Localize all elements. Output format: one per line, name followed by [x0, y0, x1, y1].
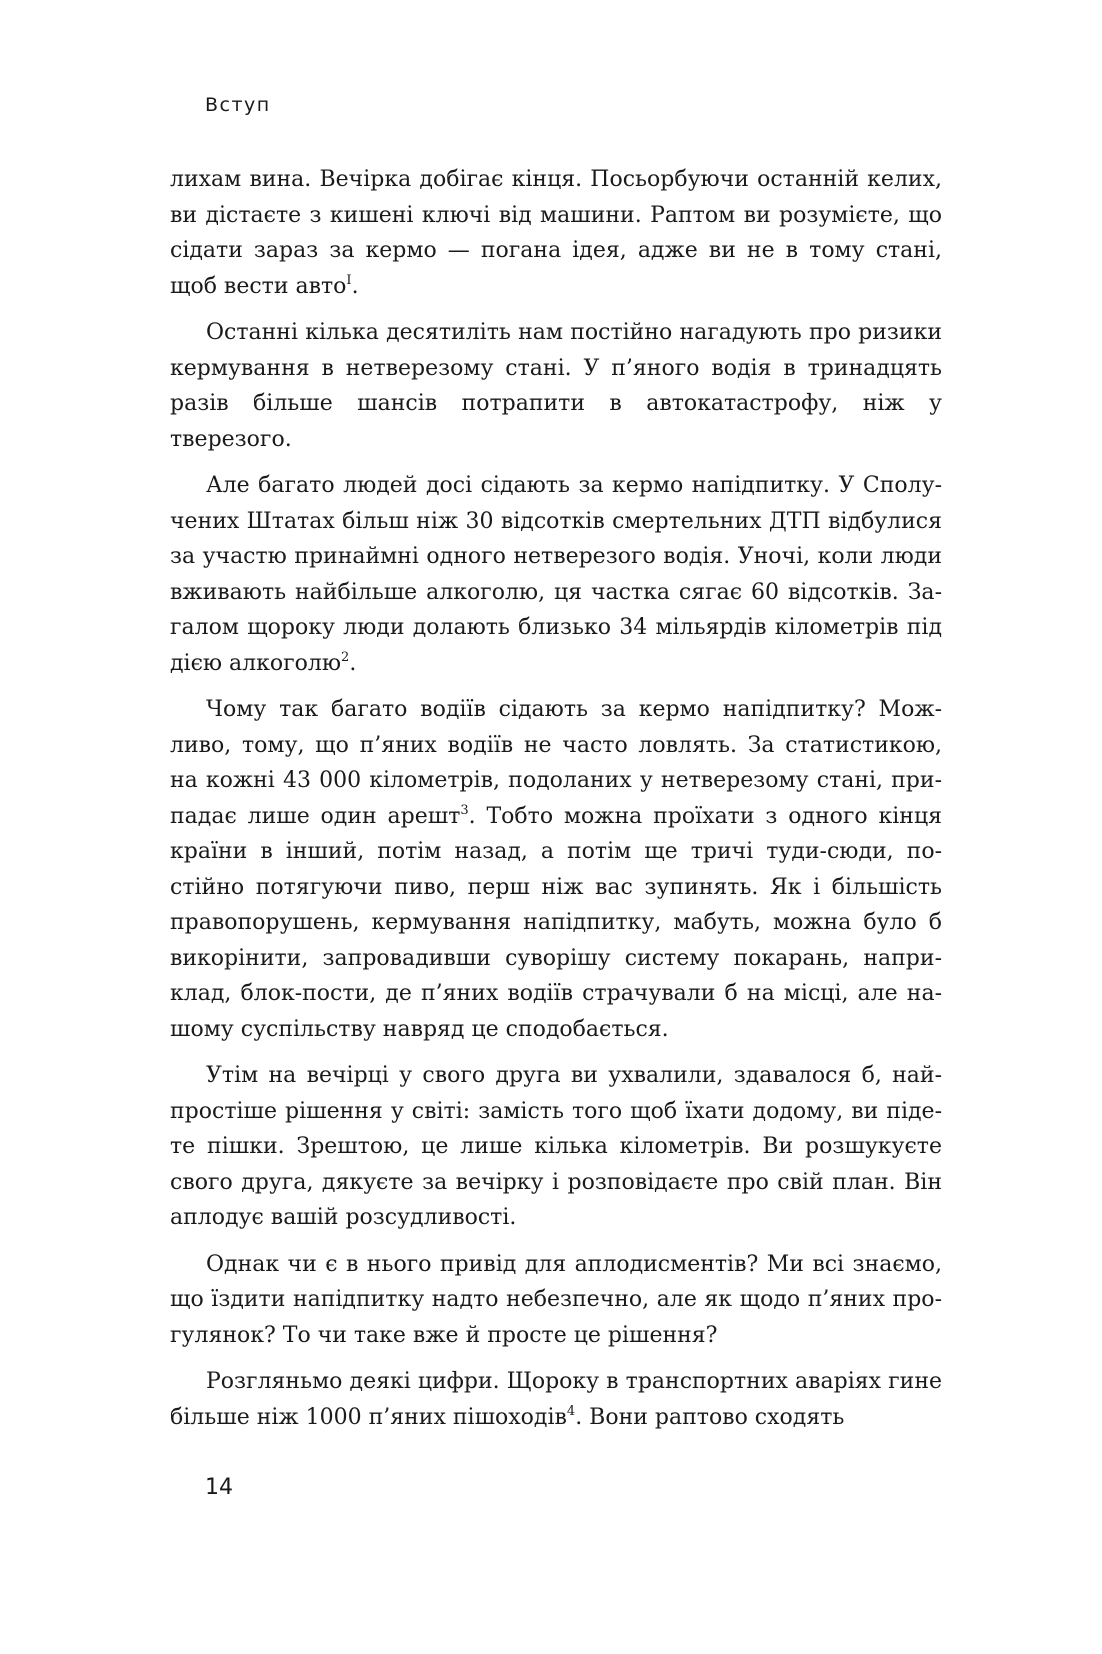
paragraph — [170, 1247, 942, 1354]
page-number: 14 — [205, 1475, 233, 1500]
paragraph — [170, 315, 942, 457]
text-run: . Тобто можна проїхати з одного кінця країни в інший, потім назад, а потім ще тричі туди-сюди, постійно потягуючи пиво, перш ніж вас зупинять. Як і більшість правопорушень, кермування напідпитку, мабуть, можна було б викорінити, запровадивши суворішу систему покарань, наприклад, блок-пости, де п’яних водіїв страчували б на місці, але нашому суспільству навряд це сподобається. — [170, 803, 942, 1042]
text-run: Однак чи є в нього привід для аплодисментів? Ми всі знаємо, що їздити напідпитку надто небезпечно, але як щодо п’яних прогулянок? То чи таке вже й просте це рішення? — [170, 1251, 942, 1348]
running-head: Вступ — [205, 94, 271, 116]
text-run: . Вони раптово сходять — [575, 1404, 845, 1430]
text-run: Розгляньмо деякі цифри. Щороку в транспортних аваріях гине більше ніж 1000 п’яних пішоходів — [170, 1369, 942, 1430]
text-run: . — [351, 273, 359, 299]
text-run: лихам вина. Вечірка добігає кінця. Посьорбуючи останній келих, ви дістаєте з кишені ключі від машини. Раптом ви розумієте, що сідати зараз за кермо — погана ідея, адже ви не в тому стані, щоб вести авто — [170, 167, 942, 299]
text-run: Останні кілька десятиліть нам постійно нагадують про ризики кермування в нетверезому стані. У п’яного водія в тринадцять разів більше шансів потрапити в автокатастрофу, ніж у тверезого. — [170, 320, 942, 452]
footnote-marker: 3 — [460, 802, 469, 818]
text-run: Утім на вечірці у свого друга ви ухвалили, здавалося б, найпростіше рішення у світі: замість того щоб їхати додому, ви підете пішки. Зрештою, це лише кілька кілометрів. Ви розшукуєте свого друга, дякуєте за вечірку і розповідаєте про свій план. Він аплодує вашій розсудливості. — [170, 1063, 942, 1230]
paragraph — [170, 162, 942, 304]
footnote-marker: 2 — [341, 649, 350, 665]
footnote-marker: 4 — [566, 1403, 576, 1419]
text-run: Чому так багато водіїв сідають за кермо напідпитку? Можливо, тому, що п’яних водіїв не часто ловлять. За статистикою, на кожні 43 000 кілометрів, подоланих у нетверезому стані, припадає лише один арешт — [170, 697, 942, 829]
paragraph — [170, 692, 942, 1047]
body-text — [170, 162, 942, 1435]
footnote-marker: I — [346, 272, 352, 288]
text-run: Але багато людей досі сідають за кермо напідпитку. У Сполучених Штатах більш ніж 30 відсотків смертельних ДТП відбулися за участю принаймні одного нетверезого водія. Уночі, коли люди вживають найбільше алкоголю, ця частка сягає 60 відсотків. Загалом щороку люди долають близько 34 мільярдів кілометрів під дією алкоголю — [170, 473, 942, 676]
paragraph — [170, 1058, 942, 1236]
paragraph — [170, 468, 942, 681]
paragraph — [170, 1364, 942, 1435]
text-run: . — [349, 650, 357, 676]
